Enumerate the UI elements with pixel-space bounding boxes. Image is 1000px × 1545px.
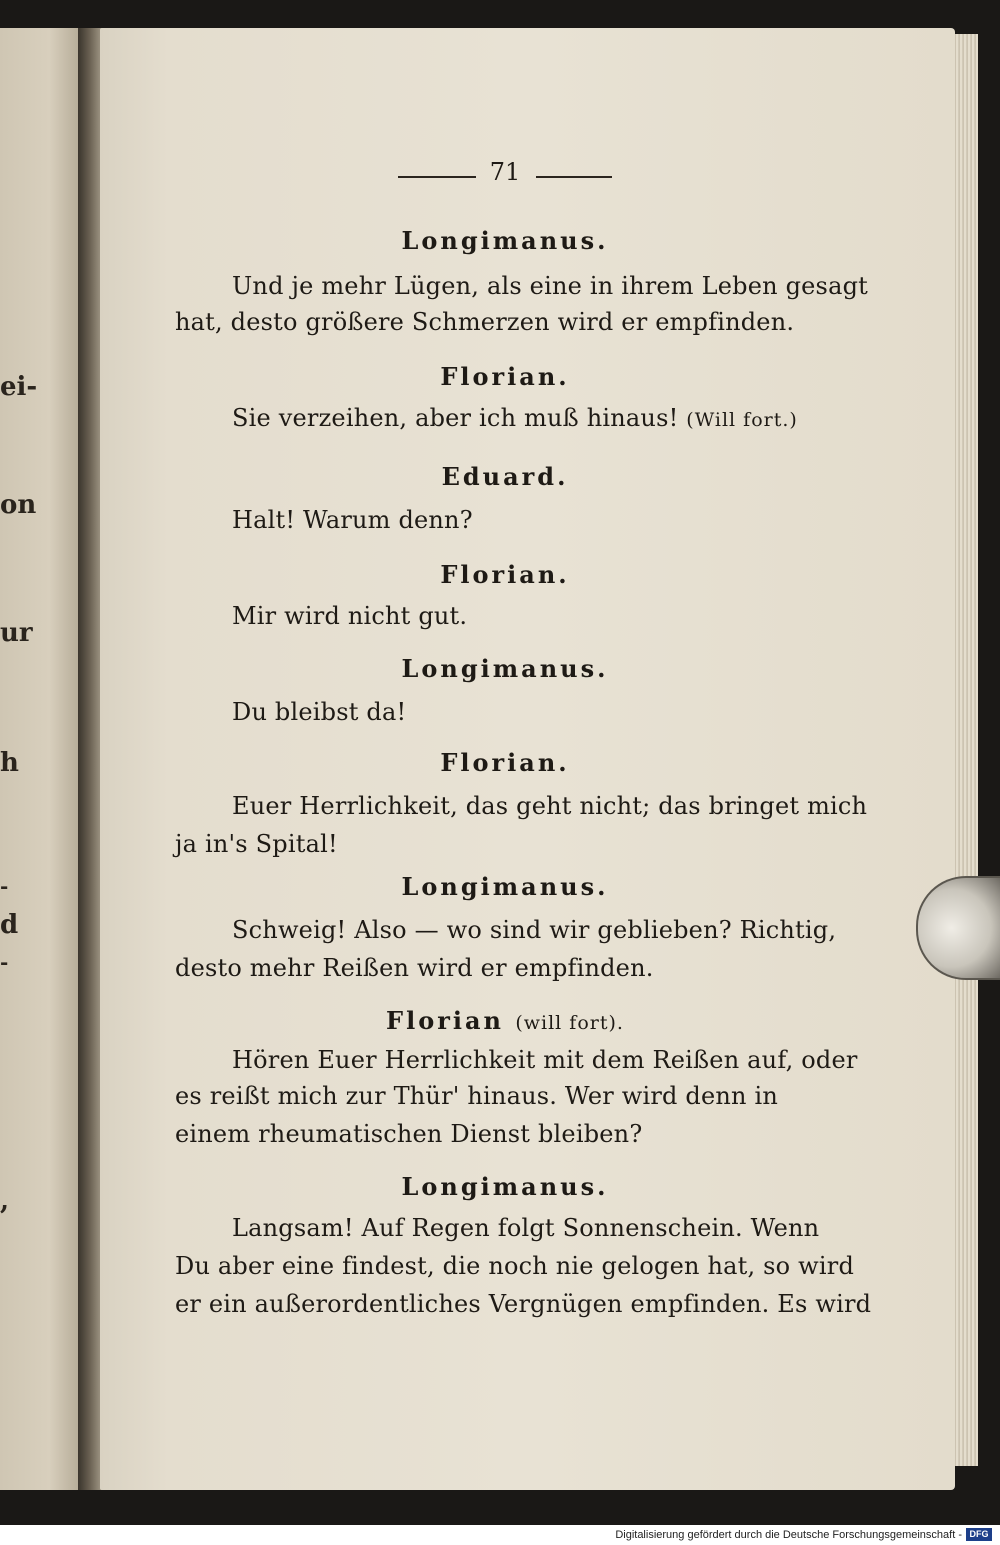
left-page-fragment: , [0,1186,10,1216]
dialogue-line: er ein außerordentliches Vergnügen empfinden. Es wird [175,1290,872,1318]
speaker-name: Florian. [440,560,570,589]
dialogue-line [232,404,798,432]
speaker-name: Florian. [440,362,570,391]
left-page-fragment: - [0,874,9,898]
speaker-name: Eduard. [441,462,569,491]
dialogue-line: es reißt mich zur Thür' hinaus. Wer wird denn in [175,1082,779,1110]
header-rule-right [536,176,612,178]
left-page-fragment: on [0,490,37,520]
speaker-name [0,1006,1000,1035]
dialogue-line: Hören Euer Herrlichkeit mit dem Reißen auf, oder [232,1046,858,1074]
left-page-fragment: - [0,950,9,974]
dialogue-text: Sie verzeihen, aber ich muß hinaus! [232,404,679,432]
dialogue-line: Mir wird nicht gut. [232,602,468,630]
dialogue-line: Halt! Warum denn? [232,506,473,534]
left-page-fragment: d [0,910,19,940]
speaker-name: Florian. [440,748,570,777]
stage-direction: (will fort). [515,1012,624,1034]
dialogue-line: Langsam! Auf Regen folgt Sonnenschein. Wenn [232,1214,820,1242]
left-page-fragment: ei- [0,372,38,402]
dialogue-line: einem rheumatischen Dienst bleiben? [175,1120,643,1148]
speaker-name: Longimanus. [401,1172,609,1201]
dialogue-line: ja in's Spital! [175,830,338,858]
page-number: 71 [489,158,521,186]
speaker-name: Longimanus. [401,872,609,901]
dialogue-line: Euer Herrlichkeit, das geht nicht; das bringet mich [232,792,868,820]
speaker-name: Longimanus. [401,226,609,255]
dialogue-line: Du bleibst da! [232,698,407,726]
dialogue-line: Du aber eine findest, die noch nie gelogen hat, so wird [175,1252,855,1280]
left-page-fragment: h [0,748,19,778]
stage-direction: (Will fort.) [686,409,798,431]
dialogue-line: Und je mehr Lügen, als eine in ihrem Leben gesagt [232,272,868,300]
dialogue-line: hat, desto größere Schmerzen wird er empfinden. [175,308,795,336]
dialogue-line: desto mehr Reißen wird er empfinden. [175,954,654,982]
footer-credit: Digitalisierung gefördert durch die Deutsche Forschungsgemeinschaft - [615,1529,962,1541]
speaker-name: Longimanus. [401,654,609,683]
dialogue-line: Schweig! Also — wo sind wir geblieben? Richtig, [232,916,837,944]
speaker-text: Florian [386,1006,504,1035]
dfg-logo: DFG [966,1528,992,1541]
left-page-fragment: ur [0,618,33,648]
